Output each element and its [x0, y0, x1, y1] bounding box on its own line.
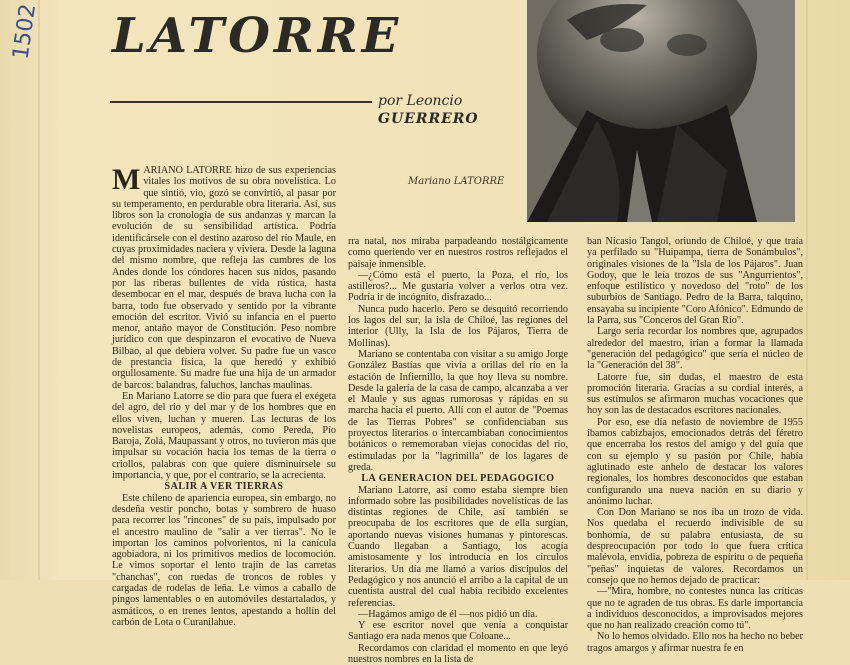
paragraph: ban Nicasio Tangol, oriundo de Chiloé, y que traía ya perfilado su "Huipampa, tierra de Sonámbulos", originales visiones de la "Isla de los Pájaros". Juan Godoy, que le leía trozos de sus "Angurrientos", enfoque estilístico y novedoso del "roto" de los suburbios de Santiago. Pedro de la Barra, talquino, ensayaba su incipiente "Coro Afónico". Edmundo de la Parra, sus "Conceros del Gran Río". [587, 236, 803, 327]
paragraph: Nunca pudo hacerlo. Pero se desquitó recorriendo los lagos del sur, la isla de Chiloé, las regiones del interior (Ully, la Isla de los Pájaros, Tierra de Mollinas). [348, 303, 568, 349]
section-subtitle: SALIR A VER TIERRAS [164, 481, 284, 493]
portrait-illustration [527, 0, 795, 222]
handwritten-number: 1502 [8, 2, 42, 62]
paragraph: En Mariano Latorre se dio para que fuera el exégeta del agro, del río y del mar y de los hombres que en ellos viven, luchan y mueren. Las lecturas de los novelistas europeos, además, como Pereda, Pío Baroja, Zolá, Maupassant y otros, no tuvieron más que impulsar su vocación hacia los temas de la tierra o criollos, palabras con que quiere disminuírsele su importancia, y que, por el contrario, se la acrecienta. [112, 390, 336, 482]
paragraph: Mariano Latorre, así como estaba siempre bien informado sobre las posibilidades novelísticas de las distintas regiones de Chile, así también se preocupaba de los escritores que de ella surgían, aportando nuevas visiones humanas y pintorescas. Cuando llegaban a Santiago, los acogía amistosamente y los introducía en los círculos literarios. Un día me llamó a varios discípulos del Pedagógico y nos anunció el arribo a la capital de un cuentista austral del cual había recibido excelentes referencias. [348, 484, 568, 609]
author-portrait-photo [527, 0, 795, 222]
paragraph: Recordamos con claridad el momento en que leyó nuestros nombres en la lista de [348, 642, 568, 665]
photo-caption: Mariano LATORRE [408, 176, 505, 187]
paragraph: —¿Cómo está el puerto, la Poza, el río, los astilleros?... Me gustaría volver a verlos otra vez. Podría ir de incógnito, disfrazado... [348, 269, 568, 304]
paragraph: Con Don Mariano se nos iba un trozo de vida. Nos quedaba el recuerdo indivisible de su bonhomía, de su palabra entusiasta, de su despreocupación por todo lo que fuera crítica malévola, envidia, pobreza de espíritu o de pequeña "peñas" inquietas de valores. Recordamos un consejo que no hemos dejado de practicar: [587, 507, 803, 586]
paragraph: rra natal, nos miraba parpadeando nostálgicamente como queriendo ver en nuestros rostros reflejados el paisaje inmensible. [348, 236, 568, 270]
paragraph: Mariano se contentaba con visitar a su amigo Jorge González Bastías que vivía a orillas del río en la estación de Infiernillo, la que hoy lleva su nombre. Desde la galería de la casa de campo, alcanzaba a ver el Maule y sus aguas rumorosas y rápidas en su marcha hacia el puerto. Allí con el autor de "Poemas de las Tierras Pobres" se confidenciaban sus proyectos literarios o intercambiaban conocimientos botánicos o rememoraban viejas conocidas del río, estimuladas por la "lagrimilla" de los lagares de greda. [348, 348, 568, 473]
paragraph: Este chileno de apariencia europea, sin embargo, no desdeña vestir poncho, botas y sombrero de huaso para recorrer los "rincones" de su país, impulsado por el ancestro maulino de "salir a ver tierras". No le importan los caminos polvorientos, ni la canícula agobiadora, ni los primitivos medios de locomoción. Le vimos soportar el lento trajín de las carretas "chanchas", con ruedas de troncos de robles y cargadas de rodelas de leña. Le vimos a caballo de pingos lamentables o en automóviles destartalados, y asmáticos, o en trenes lentos, apestando a hollín del carbón de Lota o Curanilahue. [112, 492, 336, 628]
byline-author: GUERRERO [378, 111, 479, 127]
title-rule [110, 101, 372, 103]
section-subtitle: LA GENERACION DEL PEDAGOGICO [361, 473, 555, 485]
drop-cap: M [112, 163, 141, 196]
paragraph: No lo hemos olvidado. Ello nos ha hecho no beber tragos amargos y afirmar nuestra fe en [587, 631, 803, 654]
paragraph: Largo sería recordar los nombres que, agrupados alrededor del maestro, irían a formar la llamada "generación del pedagógico" que sería el núcleo de la "Generación del 38". [587, 326, 803, 372]
paragraph: Y ese escritor novel que venía a conquistar Santiago era nada menos que Coloane... [348, 620, 568, 643]
paragraph: Latorre fue, sin dudas, el maestro de esta promoción literaria. Gracias a su cordial interés, a sus estímulos se afirmaron muchas vocaciones que hoy son las de destacados escritores nacionales. [587, 371, 803, 417]
paragraph: Por eso, ese día nefasto de noviembre de 1955 íbamos cabizbajos, emocionados detrás del féretro que encerraba los restos del amigo y del guía que con su ejemplo y su pasión por Chile, había aglutinado este anhelo de destacar los valores regionales, los hombres desconocidos que estaban configurando una nueva nación en su diario y anónimo luchar. [587, 416, 803, 507]
article-column-2 [348, 236, 568, 665]
byline-prefix: por Leoncio [378, 93, 463, 109]
article-column-3 [587, 236, 803, 654]
article-title: LATORRE [112, 8, 403, 64]
article-column-1 [112, 165, 336, 628]
paragraph: —"Mira, hombre, no contestes nunca las críticas que no te agraden de tus obras. Es darle importancia a individuos desconocidos, a improvisados mejores que no han realizado creación como tú". [587, 586, 803, 632]
fold-line [38, 0, 40, 580]
fold-line [806, 0, 808, 580]
paragraph: ARIANO LATORRE hizo de sus experiencias vitales los motivos de su obra novelística. Lo que sintió, vio, gozó se convirtió, al pasar por su temperamento, en perdurable obra literaria. Así, sus libros son la cronología de sus andanzas y marcan la evolución de su sensibilidad artística. Podría identificársele con el destino azaroso del río Maule, en cuyas proximidades naciera y viviera. Desde la laguna del mismo nombre, que refleja las cumbres de los Andes donde los cóndores hacen sus nidos, pasando por las riberas bullentes de vida rústica, hasta desembocar en el mar, después de brava lucha con la barra, todo fue observado y sentido por la vibrante emoción del escritor. Vivió su infancia en el puerto menor, antaño mayor de Constitución. Peso nombre jurídico con que despinzaron el evocativo de Nueva Bilbao, al que debiera volver. Su padre fue un vasco de prestancia física, la que heredó y exhibió orgullosamente. Su madre fue una hija de un armador de barcos: balandras, faluchos, lanchas maulinas. [112, 165, 336, 391]
paragraph: —Hagámos amigo de él —nos pidió un día. [358, 608, 538, 620]
